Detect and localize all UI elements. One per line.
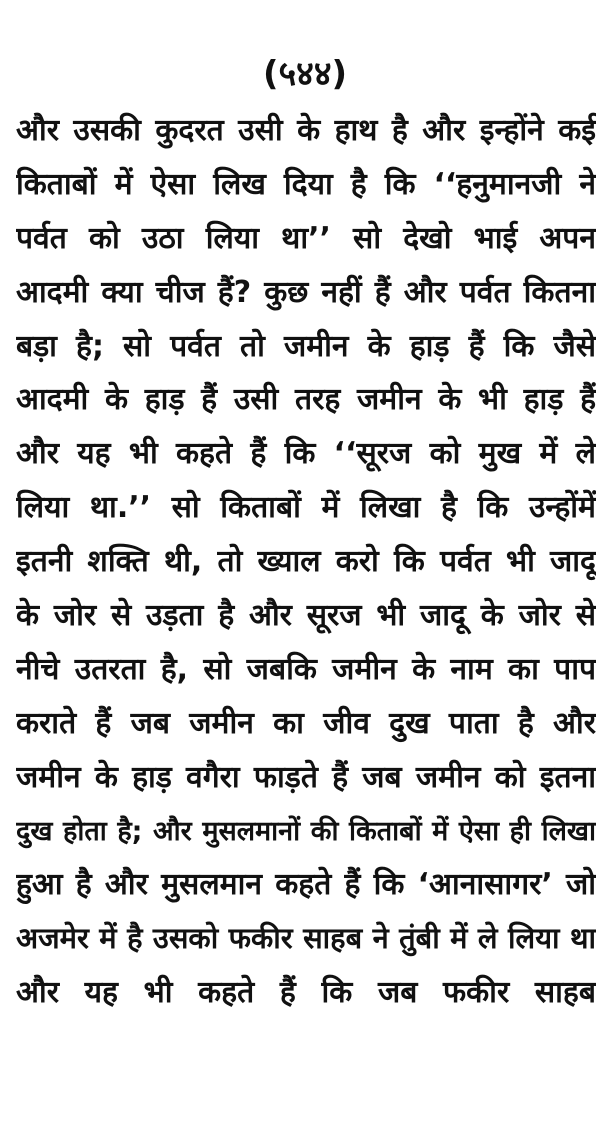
- text-line: और यह भी कहते हैं कि जब फकीर साहब: [16, 975, 596, 1011]
- text-line: कराते हैं जब जमीन का जीव दुख पाता है और: [16, 705, 596, 741]
- text-line: किताबों में ऐसा लिख दिया है कि ‘‘हनुमानजी ने: [16, 166, 596, 202]
- text-line: जमीन के हाड़ वगैरा फाड़ते हैं जब जमीन को इतना: [16, 759, 596, 795]
- text-line: अजमेर में है उसको फकीर साहब ने तुंबी में ले लिया था: [16, 921, 596, 956]
- text-line: इतनी शक्ति थी, तो ख्याल करो कि पर्वत भी जादू: [16, 544, 596, 580]
- text-line: आदमी क्या चीज हैं? कुछ नहीं हैं और पर्वत कितना: [16, 274, 596, 310]
- page-number: (५४४): [262, 54, 348, 94]
- text-line: और यह भी कहते हैं कि ‘‘सूरज को मुख में ले: [16, 436, 596, 472]
- text-line: आदमी के हाड़ हैं उसी तरह जमीन के भी हाड़ हैं: [16, 382, 596, 418]
- text-line: और उसकी कुदरत उसी के हाथ है और इन्होंने कई: [16, 113, 596, 148]
- text-line: के जोर से उड़ता है और सूरज भी जादू के जोर से: [16, 598, 596, 634]
- text-line: लिया था.’’ सो किताबों में लिखा है कि उन्होंमें: [16, 490, 596, 526]
- text-line: पर्वत को उठा लिया था’’ सो देखो भाई अपन: [16, 220, 596, 256]
- page-text: [16, 104, 596, 1020]
- text-line: हुआ है और मुसलमान कहते हैं कि ‘आनासागर’ जो: [16, 867, 596, 903]
- text-line: नीचे उतरता है, सो जबकि जमीन के नाम का पाप: [16, 651, 596, 687]
- text-line: दुख होता है; और मुसलमानों की किताबों में ऐसा ही लिखा: [16, 815, 596, 847]
- text-line: बड़ा है; सो पर्वत तो जमीन के हाड़ हैं कि जैसे: [16, 328, 596, 364]
